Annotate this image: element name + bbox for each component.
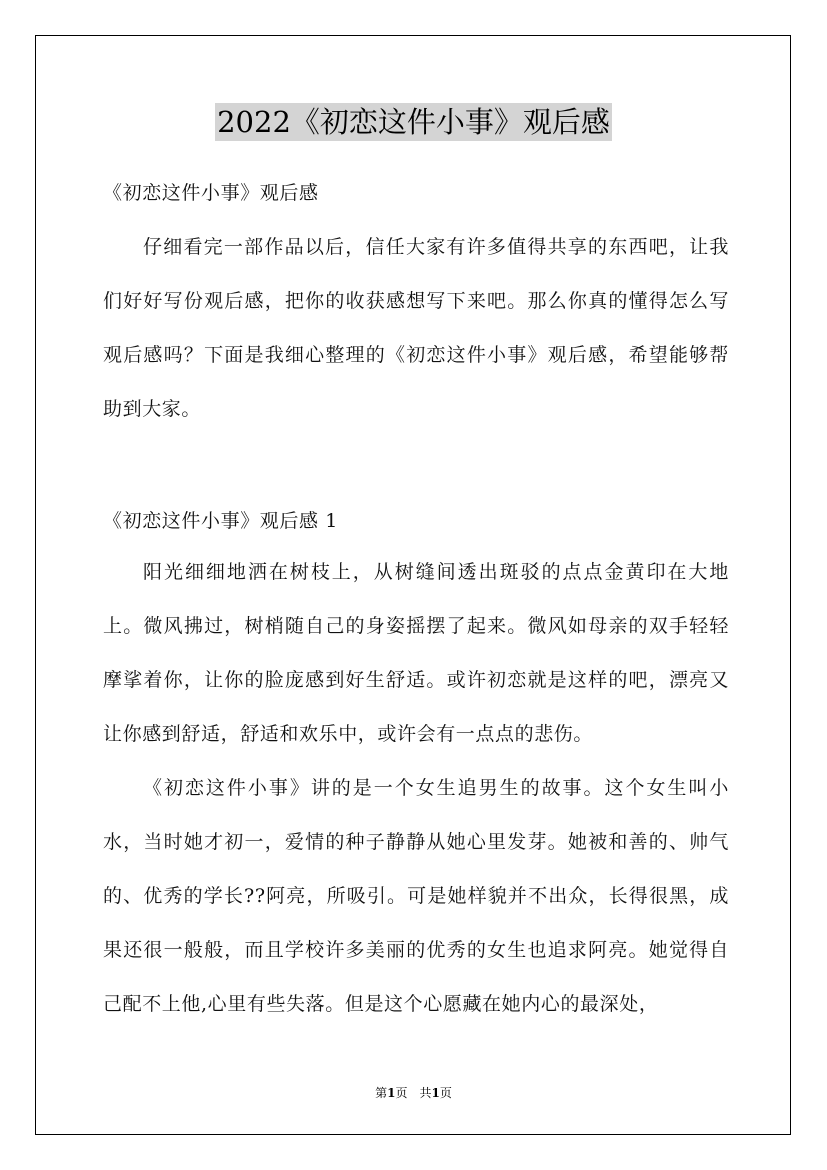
body-paragraph-2: 《初恋这件小事》讲的是一个女生追男生的故事。这个女生叫小水，当时她才初一，爱情的种子静静从她心里发芽。她被和善的、帅气的、优秀的学长??阿亮，所吸引。可是她样貌并不出众，长得很黑，成果还很一般般，而且学校许多美丽的优秀的女生也追求阿亮。她觉得自己配不上他,心里有些失落。但是这个心愿藏在她内心的最深处， bbox=[103, 777, 729, 1015]
document-subtitle: 《初恋这件小事》观后感 bbox=[103, 182, 319, 204]
page-footer bbox=[0, 1084, 827, 1101]
section-heading: 《初恋这件小事》观后感 1 bbox=[103, 510, 338, 532]
document-title bbox=[0, 100, 827, 141]
footer-mid: 页 共 bbox=[395, 1086, 432, 1100]
body-paragraph-1: 阳光细细地洒在树枝上，从树缝间透出斑驳的点点金黄印在大地上。微风拂过，树梢随自己的身姿摇摆了起来。微风如母亲的双手轻轻摩挲着你，让你的脸庞感到好生舒适。或许初恋就是这样的吧，漂亮又让你感到舒适，舒适和欢乐中，或许会有一点点的悲伤。 bbox=[103, 561, 729, 745]
intro-paragraph: 仔细看完一部作品以后，信任大家有许多值得共享的东西吧，让我们好好写份观后感，把你的收获感想写下来吧。那么你真的懂得怎么写观后感吗？下面是我细心整理的《初恋这件小事》观后感，希望能够帮助到大家。 bbox=[103, 236, 729, 420]
document-title-text: 2022《初恋这件小事》观后感 bbox=[217, 105, 610, 139]
footer-total-pages: 1 bbox=[431, 1086, 440, 1100]
footer-suffix: 页 bbox=[439, 1086, 452, 1100]
footer-prefix: 第 bbox=[375, 1086, 388, 1100]
footer-page-number: 1 bbox=[387, 1086, 396, 1100]
